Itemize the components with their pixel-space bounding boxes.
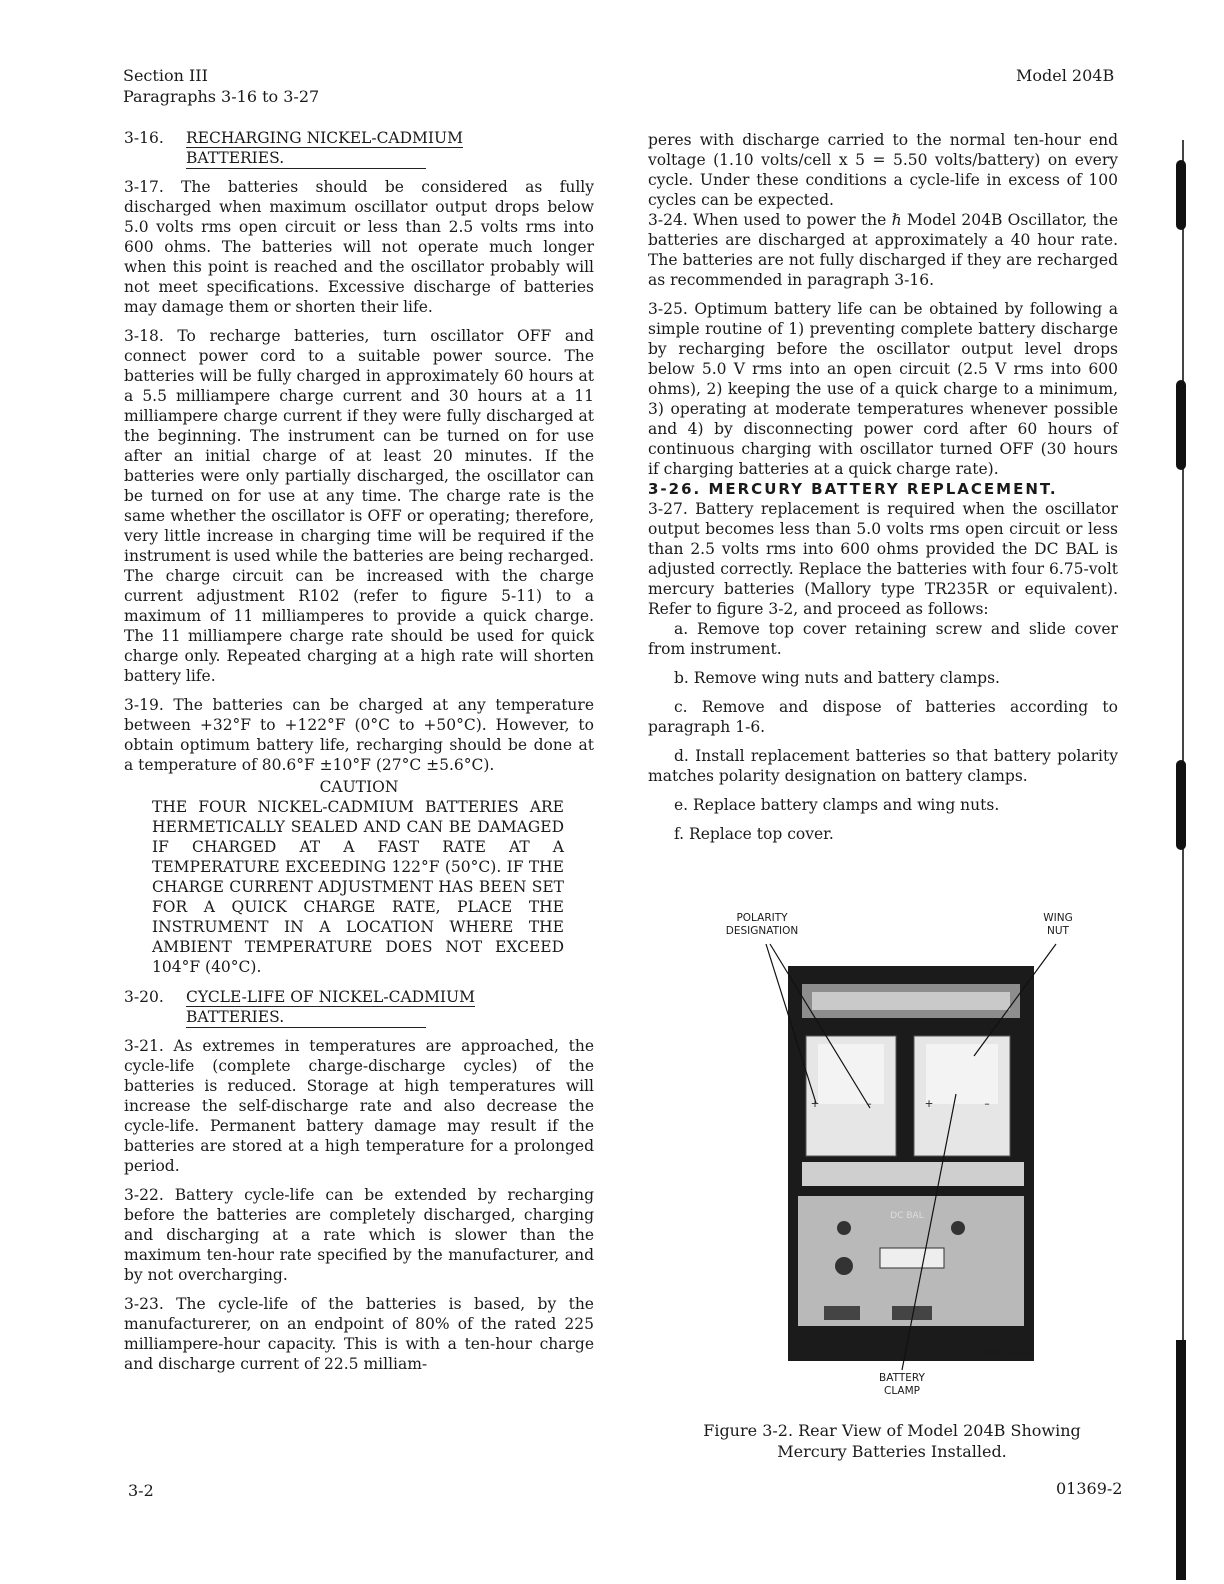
paragraph-3-25: 3-25. Optimum battery life can be obtained by following a simple routine of 1) preventing complete battery discharge by recharging before the oscillator output level drops below 5.0 V rms into an open circuit (2.5 V rms into 600 ohms), 2) keeping the use of a quick charge to a minimum, 3) operating at moderate temperatures whenever possible and 4) by disconnecting power cord after 60 hours of continuous charging with oscillator turned OFF (30 hours if charging batteries at a quick charge rate). <box>648 300 1118 478</box>
paragraph-3-27: 3-27. Battery replacement is required when the oscillator output becomes less than 5.0 volts rms open circuit or less than 2.5 volts rms into 600 ohms provided the DC BAL is adjusted correctly. Replace the batteries with four 6.75-volt mercury batteries (Mallory type TR235R or equivalent). Refer to figure 3-2, and proceed as follows: <box>648 500 1118 618</box>
figure-caption: Figure 3-2. Rear View of Model 204B Showing Mercury Batteries Installed. <box>703 1421 1081 1461</box>
caution-title: CAUTION <box>319 778 399 796</box>
section-label <box>123 65 319 107</box>
paragraph-3-24: 3-24. When used to power the ℏ Model 204B Oscillator, the batteries are discharged at approximately a 40 hour rate. The batteries are not fully discharged if they are recharged as recommended in paragraph 3-16. <box>648 211 1118 289</box>
paragraph-3-21: 3-21. As extremes in temperatures are approached, the cycle-life (complete charge-discharge cycles) of the batteries is reduced. Storage at high temperatures will increase the self-discharge rate and also decrease the cycle-life. Permanent battery damage may result if the batteries are stored at a high temperature for a prolonged period. <box>124 1037 594 1175</box>
step-a: a. Remove top cover retaining screw and slide cover from instrument. <box>648 620 1118 658</box>
minus-sign: – <box>866 1098 872 1110</box>
heading-text-line2: BATTERIES. <box>186 1007 426 1028</box>
heading-3-16 <box>124 128 594 169</box>
plus-sign: + <box>810 1098 820 1110</box>
dc-bal-label: DC BAL <box>890 1211 924 1221</box>
polarity-designation-label: POLARITY DESIGNATION <box>725 912 799 937</box>
page-number: 3-2 <box>128 1481 154 1500</box>
caution-text: THE FOUR NICKEL-CADMIUM BATTERIES ARE HERMETICALLY SEALED AND CAN BE DAMAGED IF CHARGED AT A FAST RATE AT A TEMPERATURE EXCEEDING 122°F (50°C). IF THE CHARGE CURRENT ADJUSTMENT HAS BEEN SET FOR A QUICK CHARGE RATE, PLACE THE INSTRUMENT IN A LOCATION WHERE THE AMBIENT TEMPERATURE DOES NOT EXCEED 104°F (40°C). <box>152 798 564 976</box>
photo-code: 204B-S-14A <box>977 1349 1031 1359</box>
plus-sign: + <box>924 1098 934 1110</box>
step-d: d. Install replacement batteries so that battery polarity matches polarity designation on battery clamps. <box>648 747 1118 785</box>
scan-edge <box>1176 140 1186 1580</box>
paragraph-3-22: 3-22. Battery cycle-life can be extended by recharging before the batteries are completely discharged, charging and discharging at a rate which is slower than the maximum ten-hour rate specified by the manufacturer, and by not overcharging. <box>124 1186 594 1284</box>
heading-text-line2: BATTERIES. <box>186 148 426 169</box>
heading-number: 3-16. <box>124 129 164 147</box>
heading-text: RECHARGING NICKEL-CADMIUM <box>186 129 463 147</box>
paragraph-3-18: 3-18. To recharge batteries, turn oscillator OFF and connect power cord to a suitable power source. The batteries will be fully charged in approximately 60 hours at a 5.5 milliampere charge current and 30 hours at a 11 milliampere charge current if they were fully discharged at the beginning. The instrument can be turned on for use after an initial charge of at least 20 minutes. If the batteries were only partially discharged, the oscillator can be turned on for use at any time. The charge rate is the same whether the oscillator is OFF or operating; therefore, very little increase in charging time will be required if the instrument is used while the batteries are being recharged. The charge circuit can be increased with the charge current adjustment R102 (refer to figure 5-11) to a maximum of 11 milliamperes to provide a quick charge. The 11 milliampere charge rate should be used for quick charge only. Repeated charging at a high rate will shorten battery life. <box>124 327 594 685</box>
battery-clamp-label: BATTERY CLAMP <box>879 1372 925 1397</box>
paragraph-3-19: 3-19. The batteries can be charged at any temperature between +32°F to +122°F (0°C to +50°C). However, to obtain optimum battery life, recharging should be done at a temperature of 80.6°F ±10°F (27°C ±5.6°C). <box>124 696 594 774</box>
figure-3-2 <box>712 908 1090 1397</box>
heading-3-20 <box>124 987 594 1028</box>
section-title: Section III <box>123 66 208 85</box>
heading-3-26: 3-26. MERCURY BATTERY REPLACEMENT. <box>648 480 1058 498</box>
paragraph-3-17: 3-17. The batteries should be considered as fully discharged when maximum oscillator output drops below 5.0 volts rms open circuit or less than 2.5 volts rms into 600 ohms. The batteries will not operate much longer when this point is reached and the oscillator probably will not meet specifications. Excessive discharge of batteries may damage them or shorten their life. <box>124 178 594 316</box>
paragraph-3-23-continued: peres with discharge carried to the normal ten-hour end voltage (1.10 volts/cell x 5 = 5.50 volts/battery) on every cycle. Under these conditions a cycle-life in excess of 100 cycles can be expected. <box>648 131 1118 209</box>
wing-nut-label: WING NUT <box>1043 912 1073 937</box>
leader-lines <box>712 908 1090 1378</box>
left-column <box>124 128 594 1383</box>
paragraph-range: Paragraphs 3-16 to 3-27 <box>123 87 320 106</box>
step-e: e. Replace battery clamps and wing nuts. <box>674 796 1000 814</box>
step-b: b. Remove wing nuts and battery clamps. <box>674 669 1000 687</box>
step-f: f. Replace top cover. <box>674 825 834 843</box>
step-c: c. Remove and dispose of batteries according to paragraph 1-6. <box>648 698 1118 736</box>
document-number: 01369-2 <box>1056 1479 1123 1498</box>
minus-sign: – <box>984 1098 990 1110</box>
paragraph-3-23: 3-23. The cycle-life of the batteries is based, by the manufacturerer, on an endpoint of 80% of the rated 225 milliampere-hour capacity. This is with a ten-hour charge and discharge current of 22.5 milliam- <box>124 1295 594 1373</box>
heading-text: CYCLE-LIFE OF NICKEL-CADMIUM <box>186 988 475 1006</box>
model-label: Model 204B <box>1016 66 1115 85</box>
heading-number: 3-20. <box>124 988 164 1006</box>
right-column <box>648 130 1118 853</box>
